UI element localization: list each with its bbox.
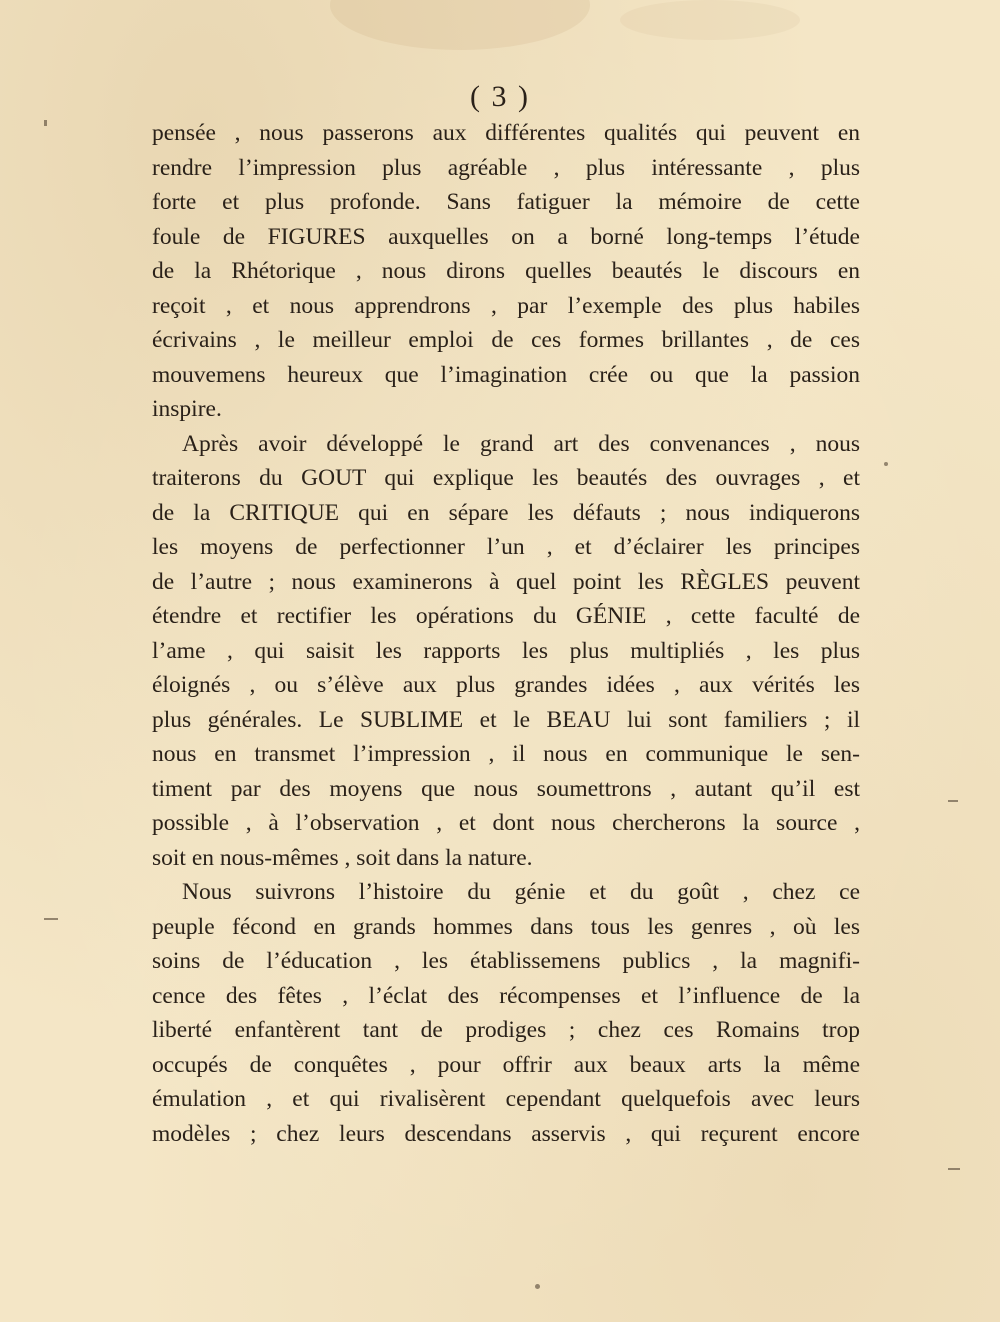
page-number: ( 3 ) bbox=[470, 80, 530, 113]
text-line: Nous suivrons l’histoire du génie et du goût , chez ce bbox=[182, 879, 860, 905]
text-line: possible , à l’observation , et dont nous chercherons la source , bbox=[152, 810, 860, 836]
text-line: soit en nous-mêmes , soit dans la nature. bbox=[152, 844, 533, 871]
text-line: les moyens de perfectionner l’un , et d’éclairer les principes bbox=[152, 534, 860, 560]
margin-mark bbox=[44, 918, 58, 920]
text-line: soins de l’éducation , les établissemens publics , la magnifi- bbox=[152, 948, 860, 974]
text-line: émulation , et qui rivalisèrent cependant quelquefois avec leurs bbox=[152, 1086, 860, 1112]
margin-mark bbox=[884, 462, 888, 466]
text-line: liberté enfantèrent tant de prodiges ; chez ces Romains trop bbox=[152, 1017, 860, 1043]
text-line: écrivains , le meilleur emploi de ces formes brillantes , de ces bbox=[152, 327, 860, 353]
text-line: inspire. bbox=[152, 396, 222, 422]
margin-mark bbox=[948, 800, 958, 802]
text-line: pensée , nous passerons aux différentes qualités qui peuvent en bbox=[152, 120, 860, 146]
body-text bbox=[152, 116, 860, 1151]
text-line: foule de FIGURES auxquelles on a borné long-temps l’étude bbox=[152, 223, 860, 250]
paper-stain bbox=[620, 0, 800, 40]
text-line: cence des fêtes , l’éclat des récompenses et l’influence de la bbox=[152, 982, 860, 1009]
text-line: forte et plus profonde. Sans fatiguer la mémoire de cette bbox=[152, 189, 860, 215]
paragraph-2 bbox=[152, 427, 860, 876]
text-line: de la CRITIQUE qui en sépare les défauts ; nous indiquerons bbox=[152, 499, 860, 526]
text-line: de la Rhétorique , nous dirons quelles beautés le discours en bbox=[152, 258, 860, 284]
text-line: peuple fécond en grands hommes dans tous les genres , où les bbox=[152, 913, 860, 940]
text-line: l’ame , qui saisit les rapports les plus multipliés , les plus bbox=[152, 637, 860, 664]
text-line: occupés de conquêtes , pour offrir aux beaux arts la même bbox=[152, 1051, 860, 1078]
margin-mark bbox=[535, 1284, 540, 1289]
margin-mark bbox=[44, 120, 47, 126]
text-line: reçoit , et nous apprendrons , par l’exemple des plus habiles bbox=[152, 292, 860, 319]
text-line: traiterons du GOUT qui explique les beautés des ouvrages , et bbox=[152, 465, 860, 491]
text-line: Après avoir développé le grand art des convenances , nous bbox=[182, 430, 860, 457]
text-line: nous en transmet l’impression , il nous en communique le sen- bbox=[152, 741, 860, 767]
paper-stain bbox=[330, 0, 590, 50]
text-line: de l’autre ; nous examinerons à quel point les RÈGLES peuvent bbox=[152, 568, 860, 595]
text-line: plus générales. Le SUBLIME et le BEAU lui sont familiers ; il bbox=[152, 706, 860, 733]
text-line: modèles ; chez leurs descendans asservis , qui reçurent encore bbox=[152, 1120, 860, 1147]
margin-mark bbox=[948, 1168, 960, 1170]
text-line: rendre l’impression plus agréable , plus intéressante , plus bbox=[152, 154, 860, 181]
text-line: timent par des moyens que nous soumettrons , autant qu’il est bbox=[152, 775, 860, 802]
paragraph-3 bbox=[152, 875, 860, 1151]
paragraph-1 bbox=[152, 116, 860, 427]
text-line: étendre et rectifier les opérations du GÉNIE , cette faculté de bbox=[152, 603, 860, 629]
text-line: éloignés , ou s’élève aux plus grandes idées , aux vérités les bbox=[152, 672, 860, 698]
text-line: mouvemens heureux que l’imagination crée ou que la passion bbox=[152, 361, 860, 388]
